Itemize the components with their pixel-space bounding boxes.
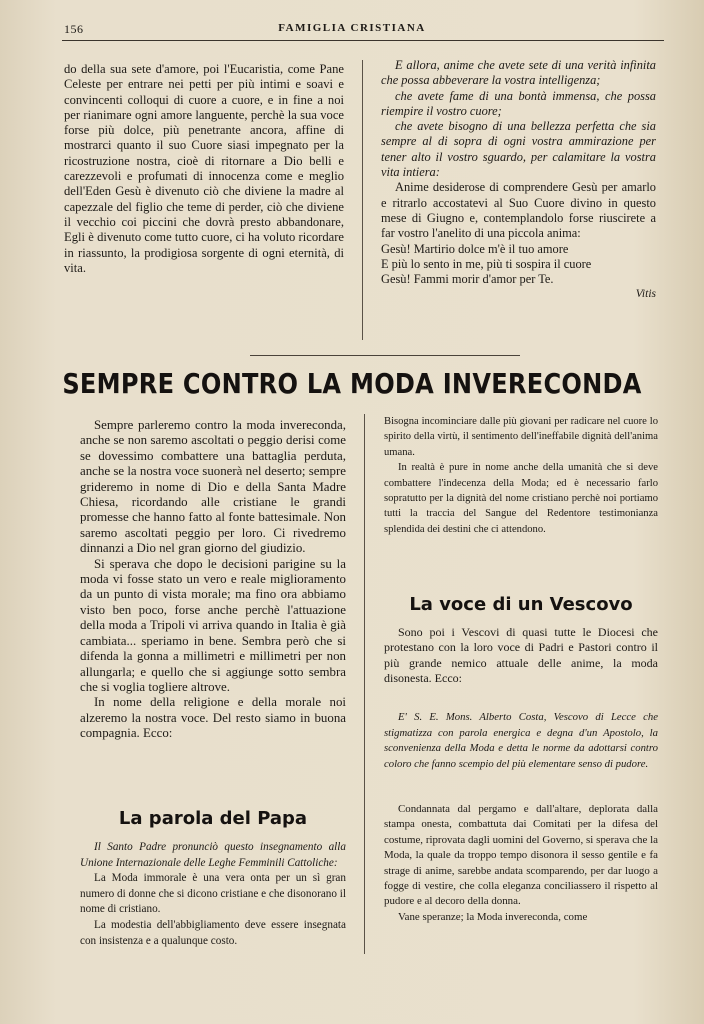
author-signature: Vitis (635, 288, 656, 301)
article-headline: SEMPRE CONTRO LA MODA INVERECONDA (62, 367, 642, 400)
vescovo-intro: E' S. E. Mons. Alberto Costa, Vescovo di Lecce che stigmatizza con parola energica e degna d'un Apostolo, la sconvenienza della Moda e detta le norme da adottarsi contro coloro che fanno scempio del più elementare senso di pudore. (384, 711, 658, 770)
verse-line-3: Gesù! Fammi morir d'amor per Te. (381, 272, 554, 287)
subheading-papa: La parola del Papa (118, 808, 308, 829)
papa-intro: Il Santo Padre pronunciò questo insegnamento alla Unione Internazionale delle Leghe Femminili Cattoliche: (80, 841, 346, 869)
closing-paragraph: Anime desiderose di comprendere Gesù per amarlo e ritrarlo accostatevi al Suo Cuore divino in questo mese di Giugno e, contemplandolo forse riuscirete a far vostro l'anelito di una piccola anima: (381, 180, 656, 241)
article-right-paragraph-1: Bisogna incominciare dalle più giovani per radicare nel cuore lo spirito della virtù, il sentimento dell'ineffabile dignità dell'anima umana. (384, 416, 658, 458)
vescovo-intro-section (384, 625, 658, 687)
invocation-2: che avete fame di una bontà immensa, che possa riempire il vostro cuore; (381, 88, 656, 118)
article-paragraph-3: In nome della religione e della morale noi alzeremo la nostra voce. Del resto siamo in buona compagnia. Ecco: (80, 695, 346, 741)
article-paragraph-2: Si sperava che dopo le decisioni parigine su la moda vi fosse stato un vero e reale miglioramento da un punto di vista morale; ma fino ora abbiamo visto ben poco, forse anche perchè l'attuazione della moda a Tripoli vi arriva quando in Italia è già cambiata... speriamo in bene. Sembra però che si difenda la gonna a millimetri e millimetri per non allungarla; e quello che si aggiunge sotto sembra che si voglia togliere altrove. (80, 556, 346, 694)
top-right-column (381, 58, 656, 303)
top-column-divider (362, 60, 363, 340)
verse-line-1: Gesù! Martirio dolce m'è il tuo amore (381, 241, 569, 256)
vescovo-body-section (384, 802, 658, 925)
top-left-column (64, 62, 344, 276)
continued-paragraph: do della sua sete d'amore, poi l'Eucaristia, come Pane Celeste per entrare nei petti per più intimi e soavi e convincenti colloqui di cuore a cuore, e in fine a noi per rianimare ogni amore languente, perchè la sua voce forse più dolce, più penetrante ancora, affine di mostrarci quanto il suo Cuore siasi impegnato per la ricostruzione nostra, cioè di ritornare a Dio belli e carezzevoli e profumati di innocenza come e meglio dell'Eden Gesù è divenuto ciò che diviene la madre al capezzale del figlio che teme di perder, ciò che diviene il vecchio coi piccini che dovrà presto abbandonare, Egli è divenuto come tutto cuore, ci ha voluto ricordare in riassunto, la prodigiosa sorgente di ogni eternità, di vita. (64, 62, 344, 275)
vescovo-paragraph-2: Condannata dal pergamo e dall'altare, deplorata dalla stampa onesta, combattuta dai Comitati per la difesa del costume, riprovata dagli uomini del Governo, si sperava che la Moda, la quale da troppo tempo disonora il sesso gentile e fa strage di anime, sarebbe andata scomparendo, per dar luogo a fogge di vestire, che colla eleganza conciliassero il rispetto al pudore e al decoro della donna. (384, 803, 658, 908)
article-right-paragraph-2: In realtà è pure in nome anche della umanità che si deve combattere l'indecenza della Moda; ed è necessario farlo sopratutto per la dignità del nome cristiano perchè noi portiamo tutti la traccia del Sangue del Redentore testimonianza splendida dei destini che ci attendono. (384, 462, 658, 535)
article-left-column (80, 418, 346, 742)
article-right-column (384, 414, 658, 537)
vescovo-italic-section (384, 710, 658, 772)
vescovo-paragraph-3: Vane speranze; la Moda invereconda, come (398, 910, 588, 923)
invocation-3: che avete bisogno di una bellezza perfetta che sia sempre al di sopra di ogni vostra ammirazione per tener alto il vostro sguardo, per calamitare la vostra vita intiera: (381, 119, 656, 180)
invocation-1: E allora, anime che avete sete di una verità infinita che possa abbeverare la vostra intelligenza; (381, 58, 656, 88)
vescovo-paragraph-1: Sono poi i Vescovi di quasi tutte le Diocesi che protestano con la loro voce di Padri e Pastori contro il più grande nemico attuale delle anime, la moda disonesta. Ecco: (384, 625, 658, 686)
section-rule (250, 355, 520, 356)
header-rule (62, 40, 664, 41)
verse-line-2: E più lo sento in me, più ti sospira il cuore (381, 256, 592, 271)
magazine-title: FAMIGLIA CRISTIANA (278, 22, 426, 34)
subheading-vescovo: La voce di un Vescovo (409, 594, 633, 615)
article-paragraph-1: Sempre parleremo contro la moda invereconda, anche se non saremo ascoltati o peggio derisi come se dovessimo combattere una battaglia perduta, anche se la nostra voce suonerà nel deserto; sempre grideremo in nome di Dio e della Santa Madre Chiesa, ricordando alle cristiane le grandi promesse che hanno fatto al fonte battesimale. Non saremo ascoltati peggio per loro. Ci rivedremo dinnanzi a Dio nel gran giorno del giudizio. (80, 418, 346, 556)
papa-paragraph-1: La Moda immorale è una vera onta per un sì gran numero di donne che si dicono cristiane e che disonorano il nome di cristiano. (80, 872, 346, 916)
bottom-column-divider (364, 414, 365, 954)
page-number: 156 (64, 22, 84, 36)
papa-section (80, 840, 346, 949)
papa-paragraph-2: La modestia dell'abbigliamento deve essere insegnata con insistenza e a qualunque costo. (80, 918, 346, 947)
